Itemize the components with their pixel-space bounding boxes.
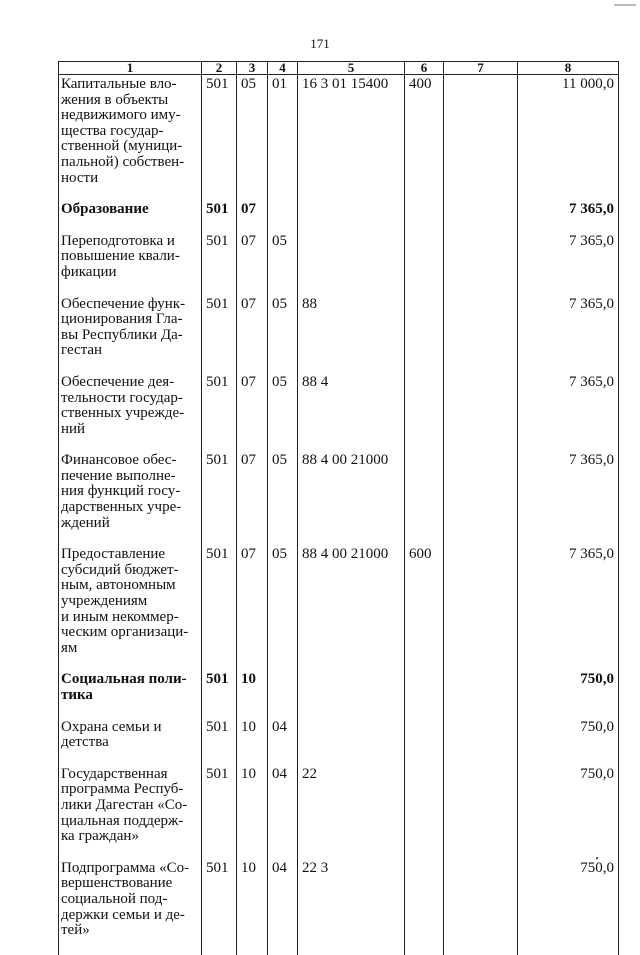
- code-col-3-text: 07: [241, 546, 256, 563]
- code-col-3-text: 07: [241, 373, 256, 390]
- code-col-5: [298, 202, 405, 234]
- code-col-6: [405, 547, 444, 672]
- column-header-7: 7: [444, 62, 518, 75]
- column-header-5: 5: [298, 62, 405, 75]
- table-row: [59, 202, 619, 234]
- table-row: [59, 767, 619, 861]
- code-col-3-text: 10: [241, 671, 256, 688]
- code-col-4: [268, 375, 298, 453]
- code-col-5-text: 88: [302, 295, 317, 312]
- code-col-2: [202, 861, 237, 955]
- code-col-3-text: 05: [241, 76, 256, 92]
- budget-table: [58, 61, 619, 955]
- amount-col-8: [518, 672, 619, 719]
- table-row: [59, 547, 619, 672]
- budget-item-name-text: Предоставление субсидий бюджет- ным, автономным учреждениям и иным некоммер- ческим организаци- ям: [61, 546, 189, 656]
- code-col-4-text: 05: [272, 232, 287, 249]
- table-body: [59, 75, 619, 955]
- amount-col-8: [518, 861, 619, 955]
- code-col-6: [405, 672, 444, 719]
- code-col-3-text: 07: [241, 452, 256, 469]
- budget-item-name-text: Государственная программа Респуб- лики Дагестан «Со- циальная поддерж- ка граждан»: [61, 765, 188, 845]
- code-col-2-text: 501: [206, 232, 229, 249]
- table-row: [59, 720, 619, 767]
- code-col-3: [237, 75, 268, 203]
- amount-col-8: [518, 720, 619, 767]
- code-col-3-text: 07: [241, 295, 256, 312]
- code-col-4-text: 04: [272, 859, 287, 876]
- code-col-6: [405, 375, 444, 453]
- code-col-5-text: 16 3 01 15400: [302, 76, 389, 92]
- scan-dot-mark: [596, 857, 598, 859]
- code-col-4: [268, 202, 298, 234]
- table-row: [59, 75, 619, 203]
- code-col-5: [298, 297, 405, 375]
- code-col-3-text: 10: [241, 859, 256, 876]
- code-col-3: [237, 297, 268, 375]
- code-col-5: [298, 720, 405, 767]
- amount-col-8: [518, 202, 619, 234]
- code-col-6: [405, 720, 444, 767]
- code-col-2: [202, 547, 237, 672]
- code-col-5-text: 88 4 00 21000: [302, 452, 389, 469]
- code-col-6: [405, 202, 444, 234]
- amount-col-8-text: 7 365,0: [569, 452, 614, 469]
- code-col-3-text: 07: [241, 201, 256, 218]
- budget-item-name-text: Обеспечение дея- тельности государ- ственных учрежде- ний: [61, 373, 185, 437]
- code-col-5: [298, 453, 405, 547]
- code-col-3: [237, 202, 268, 234]
- column-header-2: 2: [202, 62, 237, 75]
- budget-item-name-text: Обеспечение функ- ционирования Гла- вы Республики Да- гестан: [61, 295, 186, 359]
- code-col-6-text: 400: [409, 76, 432, 92]
- code-col-2: [202, 453, 237, 547]
- amount-col-8-text: 7 365,0: [569, 201, 614, 218]
- table-row: [59, 861, 619, 955]
- code-col-4-text: 05: [272, 452, 287, 469]
- code-col-5: [298, 672, 405, 719]
- code-col-5: [298, 861, 405, 955]
- code-col-2: [202, 297, 237, 375]
- code-col-2: [202, 375, 237, 453]
- amount-col-8: [518, 234, 619, 297]
- code-col-7: [444, 234, 518, 297]
- code-col-3: [237, 767, 268, 861]
- amount-col-8-text: 750,0: [580, 859, 614, 876]
- code-col-7: [444, 297, 518, 375]
- header-row: [59, 62, 619, 75]
- code-col-4: [268, 453, 298, 547]
- code-col-4: [268, 720, 298, 767]
- code-col-6: [405, 861, 444, 955]
- code-col-2-text: 501: [206, 765, 229, 782]
- budget-item-name: [59, 297, 202, 375]
- amount-col-8: [518, 453, 619, 547]
- budget-item-name: [59, 202, 202, 234]
- code-col-6-text: 600: [409, 546, 432, 563]
- code-col-7: [444, 202, 518, 234]
- amount-col-8-text: 750,0: [580, 765, 614, 782]
- budget-item-name: [59, 375, 202, 453]
- budget-item-name-text: Охрана семьи и детства: [61, 718, 162, 751]
- code-col-5: [298, 547, 405, 672]
- amount-col-8: [518, 75, 619, 203]
- code-col-7: [444, 75, 518, 203]
- code-col-2-text: 501: [206, 201, 229, 218]
- budget-item-name-text: Подпрограмма «Со- вершенствование социальной под- держки семьи и де- тей»: [61, 859, 190, 939]
- amount-col-8: [518, 375, 619, 453]
- table-row: [59, 234, 619, 297]
- budget-item-name-text: Образование: [61, 201, 149, 218]
- amount-col-8-text: 7 365,0: [569, 295, 614, 312]
- code-col-2-text: 501: [206, 76, 229, 92]
- budget-item-name: [59, 720, 202, 767]
- budget-item-name-text: Капитальные вло- жения в объекты недвижимого иму- щества государ- ственной (муници- пальной) собствен- ности: [61, 76, 185, 186]
- code-col-3: [237, 720, 268, 767]
- code-col-3-text: 10: [241, 765, 256, 782]
- page-number: 171: [310, 36, 330, 51]
- code-col-7: [444, 453, 518, 547]
- table-row: [59, 297, 619, 375]
- amount-col-8-text: 750,0: [580, 718, 614, 735]
- code-col-3-text: 07: [241, 232, 256, 249]
- code-col-3: [237, 375, 268, 453]
- budget-item-name: [59, 767, 202, 861]
- code-col-5-text: 88 4: [302, 373, 329, 390]
- code-col-7: [444, 375, 518, 453]
- code-col-5-text: 22: [302, 765, 317, 782]
- column-header-4: 4: [268, 62, 298, 75]
- code-col-2: [202, 672, 237, 719]
- code-col-4-text: 05: [272, 295, 287, 312]
- budget-item-name-text: Финансовое обес- печение выполне- ния функций госу- дарственных учре- ждений: [61, 452, 182, 531]
- budget-item-name: [59, 75, 202, 203]
- code-col-2-text: 501: [206, 373, 229, 390]
- code-col-2-text: 501: [206, 546, 229, 563]
- code-col-2-text: 501: [206, 859, 229, 876]
- table-row: [59, 672, 619, 719]
- code-col-5: [298, 234, 405, 297]
- code-col-2-text: 501: [206, 295, 229, 312]
- code-col-4: [268, 547, 298, 672]
- code-col-4-text: 04: [272, 718, 287, 735]
- column-header-8: 8: [518, 62, 619, 75]
- code-col-7: [444, 720, 518, 767]
- budget-item-name-text: Переподготовка и повышение квали- фикации: [61, 232, 180, 280]
- budget-item-name-text: Социальная поли- тика: [61, 671, 187, 703]
- code-col-6: [405, 453, 444, 547]
- code-col-2: [202, 202, 237, 234]
- column-header-6: 6: [405, 62, 444, 75]
- code-col-3: [237, 672, 268, 719]
- code-col-6: [405, 767, 444, 861]
- code-col-3-text: 10: [241, 718, 256, 735]
- amount-col-8-text: 11 000,0: [562, 76, 614, 92]
- amount-col-8-text: 7 365,0: [569, 373, 614, 390]
- table-row: [59, 453, 619, 547]
- budget-item-name: [59, 861, 202, 955]
- budget-item-name: [59, 453, 202, 547]
- amount-col-8-text: 7 365,0: [569, 546, 614, 563]
- budget-item-name: [59, 547, 202, 672]
- code-col-2-text: 501: [206, 452, 229, 469]
- code-col-4: [268, 672, 298, 719]
- amount-col-8-text: 7 365,0: [569, 232, 614, 249]
- code-col-4: [268, 234, 298, 297]
- code-col-4: [268, 297, 298, 375]
- code-col-6: [405, 297, 444, 375]
- code-col-4-text: 05: [272, 546, 287, 563]
- code-col-4: [268, 75, 298, 203]
- code-col-4-text: 04: [272, 765, 287, 782]
- code-col-3: [237, 861, 268, 955]
- code-col-3: [237, 234, 268, 297]
- budget-item-name: [59, 234, 202, 297]
- code-col-2: [202, 75, 237, 203]
- code-col-5: [298, 75, 405, 203]
- code-col-5: [298, 767, 405, 861]
- amount-col-8: [518, 547, 619, 672]
- amount-col-8: [518, 297, 619, 375]
- code-col-5-text: 22 3: [302, 859, 329, 876]
- code-col-4-text: 01: [272, 76, 287, 92]
- column-header-1: 1: [59, 62, 202, 75]
- code-col-5: [298, 375, 405, 453]
- code-col-7: [444, 547, 518, 672]
- budget-item-name: [59, 672, 202, 719]
- code-col-2: [202, 720, 237, 767]
- code-col-6: [405, 75, 444, 203]
- amount-col-8: [518, 767, 619, 861]
- code-col-2: [202, 234, 237, 297]
- code-col-6: [405, 234, 444, 297]
- column-header-3: 3: [237, 62, 268, 75]
- code-col-3: [237, 453, 268, 547]
- code-col-7: [444, 767, 518, 861]
- code-col-3: [237, 547, 268, 672]
- code-col-4: [268, 767, 298, 861]
- code-col-7: [444, 861, 518, 955]
- scan-corner-mark: [614, 4, 636, 6]
- code-col-4-text: 05: [272, 373, 287, 390]
- code-col-2-text: 501: [206, 718, 229, 735]
- table-row: [59, 375, 619, 453]
- code-col-4: [268, 861, 298, 955]
- code-col-7: [444, 672, 518, 719]
- code-col-5-text: 88 4 00 21000: [302, 546, 389, 563]
- code-col-2-text: 501: [206, 671, 229, 688]
- amount-col-8-text: 750,0: [580, 671, 614, 688]
- code-col-2: [202, 767, 237, 861]
- table-header: [59, 62, 619, 75]
